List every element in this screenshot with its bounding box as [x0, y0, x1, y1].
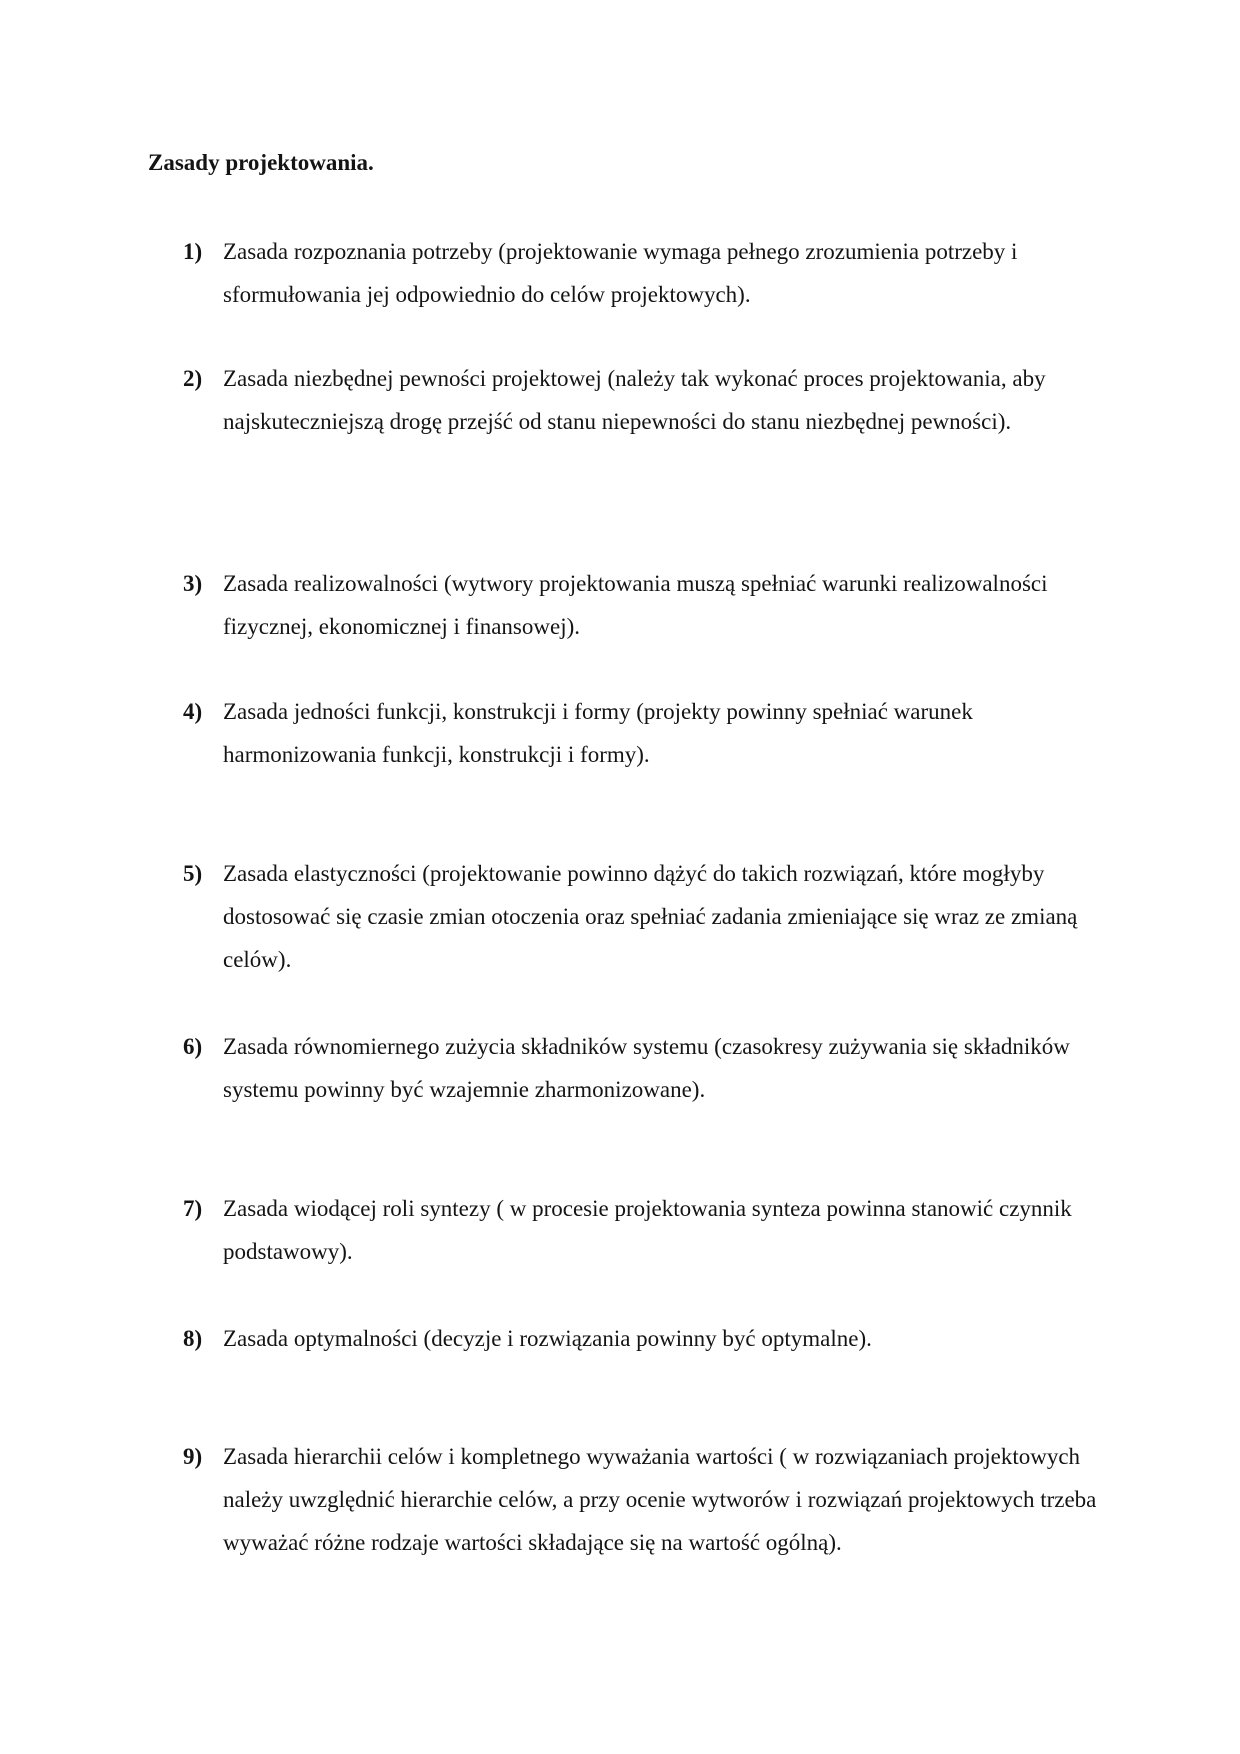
item-text: Zasada optymalności (decyzje i rozwiązania powinny być optymalne).	[223, 1326, 872, 1351]
item-text: Zasada równomiernego zużycia składników systemu (czasokresy zużywania się składników systemu powinny być wzajemnie zharmonizowane).	[223, 1034, 1070, 1102]
list-item	[183, 1025, 1103, 1111]
document-title: Zasady projektowania.	[148, 150, 374, 175]
item-text: Zasada rozpoznania potrzeby (projektowanie wymaga pełnego zrozumienia potrzeby i sformułowania jej odpowiednio do celów projektowych).	[223, 239, 1018, 307]
item-number: 2)	[183, 366, 203, 391]
list-item	[183, 852, 1103, 981]
item-text: Zasada jedności funkcji, konstrukcji i formy (projekty powinny spełniać warunek harmonizowania funkcji, konstrukcji i formy).	[223, 699, 973, 767]
list-item	[183, 690, 1103, 776]
item-number: 3)	[183, 571, 203, 596]
item-number: 6)	[183, 1034, 203, 1059]
item-text: Zasada hierarchii celów i kompletnego wyważania wartości ( w rozwiązaniach projektowych należy uwzględnić hierarchie celów, a przy ocenie wytworów i rozwiązań projektowych trzeba wyważać różne rodzaje wartości składające się na wartość ogólną).	[223, 1444, 1097, 1555]
item-number: 9)	[183, 1444, 203, 1469]
item-text: Zasada elastyczności (projektowanie powinno dążyć do takich rozwiązań, które mogłyby dostosować się czasie zmian otoczenia oraz spełniać zadania zmieniające się wraz ze zmianą celów).	[223, 861, 1078, 972]
item-number: 8)	[183, 1326, 203, 1351]
item-text: Zasada niezbędnej pewności projektowej (należy tak wykonać proces projektowania, aby najskuteczniejszą drogę przejść od stanu niepewności do stanu niezbędnej pewności).	[223, 366, 1046, 434]
list-item	[183, 1435, 1103, 1564]
list-item	[183, 357, 1103, 443]
item-number: 1)	[183, 239, 203, 264]
list-item	[183, 1187, 1103, 1273]
item-text: Zasada wiodącej roli syntezy ( w procesie projektowania synteza powinna stanowić czynnik podstawowy).	[223, 1196, 1072, 1264]
item-number: 7)	[183, 1196, 203, 1221]
list-item	[183, 1317, 1103, 1360]
item-number: 4)	[183, 699, 203, 724]
list-item	[183, 230, 1103, 316]
list-item	[183, 562, 1103, 648]
item-text: Zasada realizowalności (wytwory projektowania muszą spełniać warunki realizowalności fizycznej, ekonomicznej i finansowej).	[223, 571, 1048, 639]
item-number: 5)	[183, 861, 203, 886]
